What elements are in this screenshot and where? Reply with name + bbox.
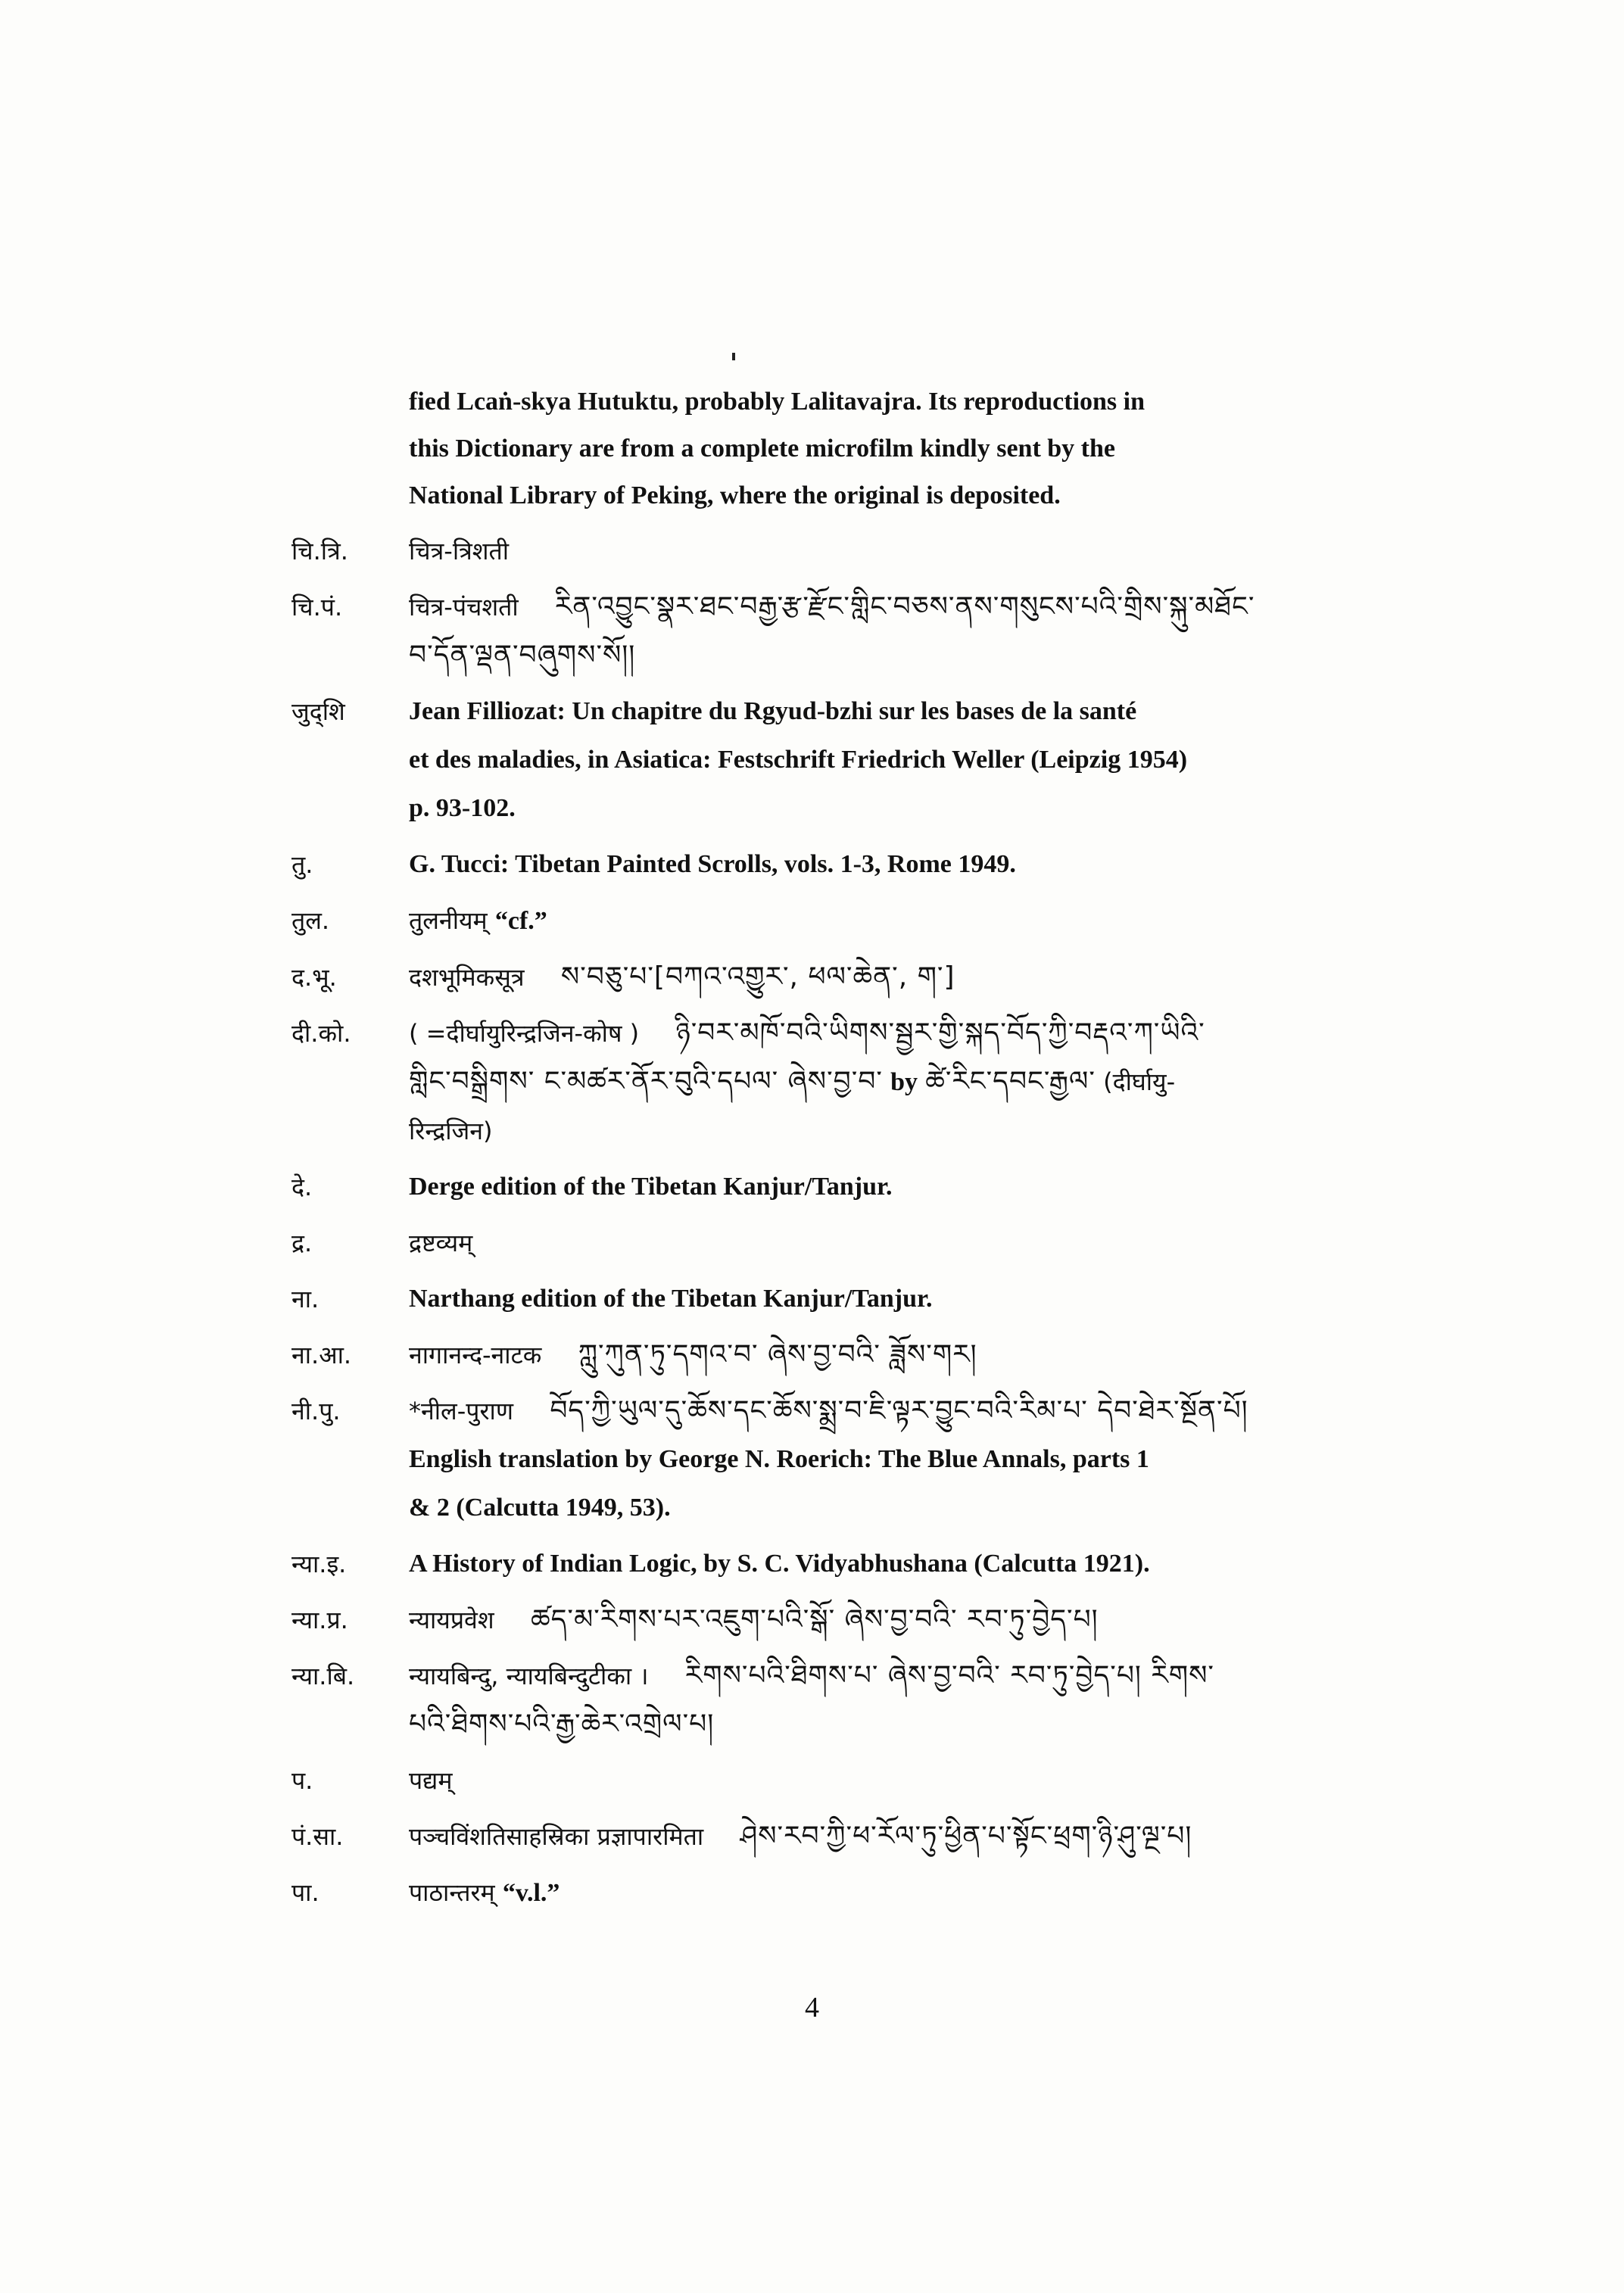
entry-dra [291, 1219, 1457, 1267]
entry-abbreviation: द्र. [291, 1229, 313, 1257]
sanskrit-title: चित्र-पंचशती [409, 593, 519, 622]
entry-body: G. Tucci: Tibetan Painted Scrolls, vols. 1-3, Rome 1949. [409, 850, 1016, 878]
abbreviations-list [291, 379, 1457, 1918]
entry-pam-sa [291, 1812, 1457, 1861]
sanskrit-term: पद्यम् [409, 1766, 453, 1795]
entry-abbreviation: चि.त्रि. [291, 537, 348, 565]
entry-pa-2 [291, 1868, 1457, 1918]
tibetan-title-cont: པའི་ཐིགས་པའི་རྒྱ་ཆེར་འགྲེལ་པ། [409, 1709, 715, 1740]
entry-body [409, 1812, 1457, 1861]
entry-de [291, 1163, 1457, 1211]
sanskrit-title: नागानन्द-नाटक [409, 1341, 542, 1369]
sanskrit-title: दशभूमिकसूत्र [409, 963, 525, 992]
entry-body [409, 896, 1457, 946]
intro-line: this Dictionary are from a complete microfilm kindly sent by the [409, 435, 1116, 463]
entry-tu [291, 840, 1457, 889]
entry-body: Narthang edition of the Tibetan Kanjur/Tanjur. [409, 1285, 933, 1313]
entry-ni-pu [291, 1387, 1457, 1532]
entry-abbreviation: दी.को. [291, 1019, 351, 1048]
intro-line: fied Lcaṅ-skya Hutuktu, probably Lalitavajra. Its reproductions in [409, 388, 1146, 416]
entry-pa [291, 1756, 1457, 1805]
entry-na-a [291, 1331, 1457, 1379]
entry-jud-shi [291, 687, 1457, 833]
entry-da-bhu [291, 953, 1457, 1002]
entry-nya-pra [291, 1596, 1457, 1644]
sanskrit-term: द्रष्टव्यम् [409, 1229, 473, 1257]
english-gloss: “cf.” [494, 907, 547, 935]
page-number: 4 [805, 1992, 819, 2024]
entry-body [409, 1387, 1457, 1532]
tibetan-title-cont: གླིང་བསྒྲིགས་ ང་མཚར་ནོར་བུའི་དཔལ་ ཞེས་བྱ་བ་ [409, 1066, 883, 1097]
entry-nya-i [291, 1540, 1457, 1588]
sanskrit-title: *नील-पुराण [409, 1397, 513, 1425]
sanskrit-title: न्यायबिन्दु, न्यायबिन्दुटीका । [409, 1662, 649, 1690]
english-gloss: “v.l.” [502, 1879, 560, 1907]
sanskrit-title: ( =दीर्घायुरिन्द्रजिन-कोष ) [409, 1019, 640, 1048]
tibetan-title: ཚད་མ་རིགས་པར་འཇུག་པའི་སྒོ་ ཞེས་བྱ་བའི་ རབ་ཏུ་བྱེད་པ། [530, 1604, 1099, 1635]
tibetan-title: ས་བཅུ་པ་[བཀའ་འགྱུར་, ཕལ་ཆེན་, ག་] [560, 961, 955, 992]
entry-abbreviation: नी.पु. [291, 1397, 341, 1425]
entry-body [409, 527, 1457, 575]
entry-abbreviation: ना. [291, 1285, 320, 1313]
entry-body [409, 953, 1457, 1002]
entry-body [409, 583, 1457, 680]
sanskrit-author: (दीर्घायु- [1103, 1067, 1176, 1096]
entry-abbreviation: पा. [291, 1878, 320, 1907]
entry-abbreviation: न्या.इ. [291, 1550, 347, 1578]
intro-paragraph [409, 379, 1454, 519]
entry-abbreviation: प. [291, 1766, 313, 1795]
entry-abbreviation: चि.पं. [291, 593, 343, 622]
entry-na [291, 1275, 1457, 1323]
intro-line: National Library of Peking, where the original is deposited. [409, 481, 1061, 509]
entry-abbreviation: द.भू. [291, 963, 337, 992]
sanskrit-title: न्यायप्रवेश [409, 1606, 494, 1634]
entry-body [409, 1596, 1457, 1644]
entry-body [409, 687, 1457, 833]
tibetan-title: རིགས་པའི་ཐིགས་པ་ ཞེས་བྱ་བའི་ རབ་ཏུ་བྱེད་པ། རིགས་ [684, 1660, 1214, 1691]
entry-body [409, 1219, 1457, 1267]
stray-mark [732, 353, 735, 360]
entry-chi-pam [291, 583, 1457, 680]
entry-body: Derge edition of the Tibetan Kanjur/Tanjur. [409, 1173, 893, 1201]
tibetan-title: བོད་ཀྱི་ཡུལ་དུ་ཆོས་དང་ཆོས་སྨྲ་བ་ཇི་ལྟར་བྱུང་བའི་རིམ་པ་ དེབ་ཐེར་སྔོན་པོ། [550, 1395, 1248, 1426]
entry-di-ko [291, 1009, 1457, 1155]
entry-abbreviation: ना.आ. [291, 1341, 352, 1369]
tibetan-title: ཤེས་རབ་ཀྱི་ཕ་རོལ་ཏུ་ཕྱིན་པ་སྟོང་ཕྲག་ཉི་ཤུ་ལྔ་པ། [740, 1821, 1192, 1852]
entry-abbreviation: दे. [291, 1173, 313, 1201]
sanskrit-title: चित्र-त्रिशती [409, 537, 510, 565]
entry-tula [291, 896, 1457, 946]
entry-body [409, 1331, 1457, 1379]
tibetan-title-cont: བ་དོན་ལྡན་བཞུགས་སོ།། [409, 640, 636, 671]
entry-nya-bi [291, 1652, 1457, 1749]
entry-body [409, 1756, 1457, 1805]
reference-line: English translation by George N. Roerich: The Blue Annals, parts 1 [409, 1445, 1149, 1473]
sanskrit-author-cont: रिन्द्रजिन) [409, 1117, 493, 1145]
sanskrit-term: तुलनीयम् [409, 906, 488, 935]
entry-body [409, 1009, 1457, 1155]
tibetan-title: རིན་འབྱུང་སྣར་ཐང་བརྒྱ་རྩ་རྫོང་གླིང་བཅས་ནས་གསུངས་པའི་གྲིས་སྐུ་མཐོང་ [554, 591, 1255, 622]
entry-body [409, 1652, 1457, 1749]
tibetan-title: ཀླུ་ཀུན་ཏུ་དགའ་བ་ ཞེས་བྱ་བའི་ ཟློས་གར། [578, 1339, 977, 1370]
reference-line: & 2 (Calcutta 1949, 53). [409, 1494, 671, 1522]
reference-line: p. 93-102. [409, 794, 516, 822]
entry-abbreviation: तु. [291, 850, 313, 879]
by-label: by [890, 1068, 918, 1096]
reference-line: Jean Filliozat: Un chapitre du Rgyud-bzhi sur les bases de la santé [409, 697, 1137, 725]
sanskrit-title: पञ्चविंशतिसाहस्रिका प्रज्ञापारमिता [409, 1822, 704, 1851]
entry-chi-tri [291, 527, 1457, 575]
tibetan-title: ཉི་བར་མཁོ་བའི་ཡིགས་སྦྱར་གྱི་སྐད་བོད་ཀྱི་བརྡའ་ཀ་ཡིའི་ [675, 1017, 1205, 1048]
reference-line: et des maladies, in Asiatica: Festschrift Friedrich Weller (Leipzig 1954) [409, 746, 1188, 774]
tibetan-author: ཚེ་རིང་དབང་རྒྱལ་ [925, 1066, 1096, 1097]
entry-abbreviation: पं.सा. [291, 1822, 344, 1851]
entry-abbreviation: न्या.प्र. [291, 1606, 348, 1634]
sanskrit-term: पाठान्तरम् [409, 1878, 495, 1907]
entry-abbreviation: न्या.बि. [291, 1662, 355, 1690]
entry-body: A History of Indian Logic, by S. C. Vidyabhushana (Calcutta 1921). [409, 1550, 1150, 1578]
entry-abbreviation: जुद्शि [291, 697, 345, 726]
entry-body [409, 1868, 1457, 1918]
entry-abbreviation: तुल. [291, 906, 330, 935]
